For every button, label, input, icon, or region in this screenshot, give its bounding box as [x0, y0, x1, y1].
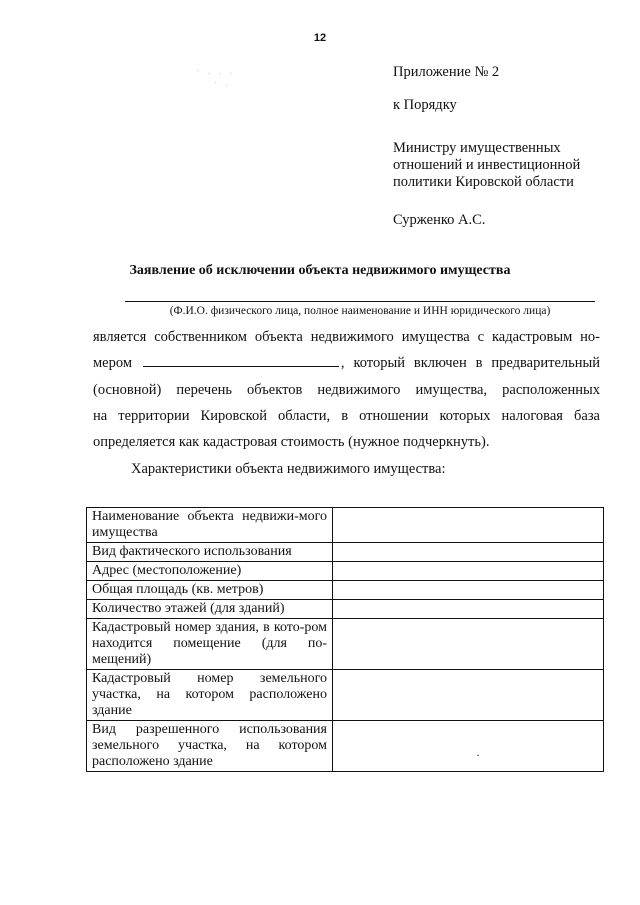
- body-line-1: является собственником объекта недвижимого имущества с кадастровым но-: [93, 329, 600, 345]
- recipient-line-1: Министру имущественных: [393, 140, 561, 156]
- row-value-cell[interactable]: [333, 670, 604, 721]
- body-line-3: (основной) перечень объектов недвижимого имущества, расположенных: [93, 382, 600, 398]
- cadastral-number-blank[interactable]: [143, 354, 339, 367]
- row-value-cell[interactable]: [333, 619, 604, 670]
- fio-caption: (Ф.И.О. физического лица, полное наименование и ИНН юридического лица): [169, 305, 551, 317]
- row-value-cell[interactable]: [333, 581, 604, 600]
- row-label: Кадастровый номер земельного участка, на котором расположено здание: [87, 670, 333, 721]
- table-row: [87, 600, 604, 619]
- body-line-2-start: мером: [93, 355, 133, 371]
- table-row: [87, 619, 604, 670]
- document-title: Заявление об исключении объекта недвижимого имущества: [129, 263, 511, 278]
- table-row: [87, 721, 604, 772]
- row-label: Количество этажей (для зданий): [87, 600, 333, 619]
- order-label: к Порядку: [393, 97, 457, 113]
- body-line-4: на территории Кировской области, в отношении которых налоговая база: [93, 408, 600, 424]
- scan-dot: ·: [476, 748, 480, 762]
- row-label: Кадастровый номер здания, в кото-ром находится помещение (для по-мещений): [87, 619, 333, 670]
- recipient-line-2: отношений и инвестиционной: [393, 157, 581, 173]
- row-label: Наименование объекта недвижи-мого имущества: [87, 508, 333, 543]
- scan-speck: · . . .: [196, 66, 236, 77]
- body-line-2: [93, 354, 600, 372]
- table-row: [87, 562, 604, 581]
- scan-speck: · .: [214, 78, 232, 89]
- page-number: 12: [313, 32, 327, 44]
- row-value-cell[interactable]: [333, 543, 604, 562]
- table-row: [87, 508, 604, 543]
- appendix-label: Приложение № 2: [393, 64, 500, 80]
- characteristics-heading: Характеристики объекта недвижимого имущества:: [131, 461, 446, 477]
- row-value-cell[interactable]: [333, 721, 604, 772]
- table-row: [87, 581, 604, 600]
- row-label: Адрес (местоположение): [87, 562, 333, 581]
- row-value-cell[interactable]: [333, 600, 604, 619]
- body-line-2-end: , который включен в предварительный: [340, 355, 601, 371]
- row-label: Вид фактического использования: [87, 543, 333, 562]
- table-row: [87, 543, 604, 562]
- recipient-line-3: политики Кировской области: [393, 174, 574, 190]
- row-value-cell[interactable]: [333, 508, 604, 543]
- row-label: Вид разрешенного использования земельного участка, на котором расположено здание: [87, 721, 333, 772]
- row-label: Общая площадь (кв. метров): [87, 581, 333, 600]
- body-line-5: определяется как кадастровая стоимость (нужное подчеркнуть).: [93, 434, 490, 450]
- characteristics-table: [86, 507, 604, 772]
- fio-blank-line[interactable]: [125, 301, 595, 302]
- table-row: [87, 670, 604, 721]
- recipient-name: Сурженко А.С.: [393, 212, 486, 228]
- row-value-cell[interactable]: [333, 562, 604, 581]
